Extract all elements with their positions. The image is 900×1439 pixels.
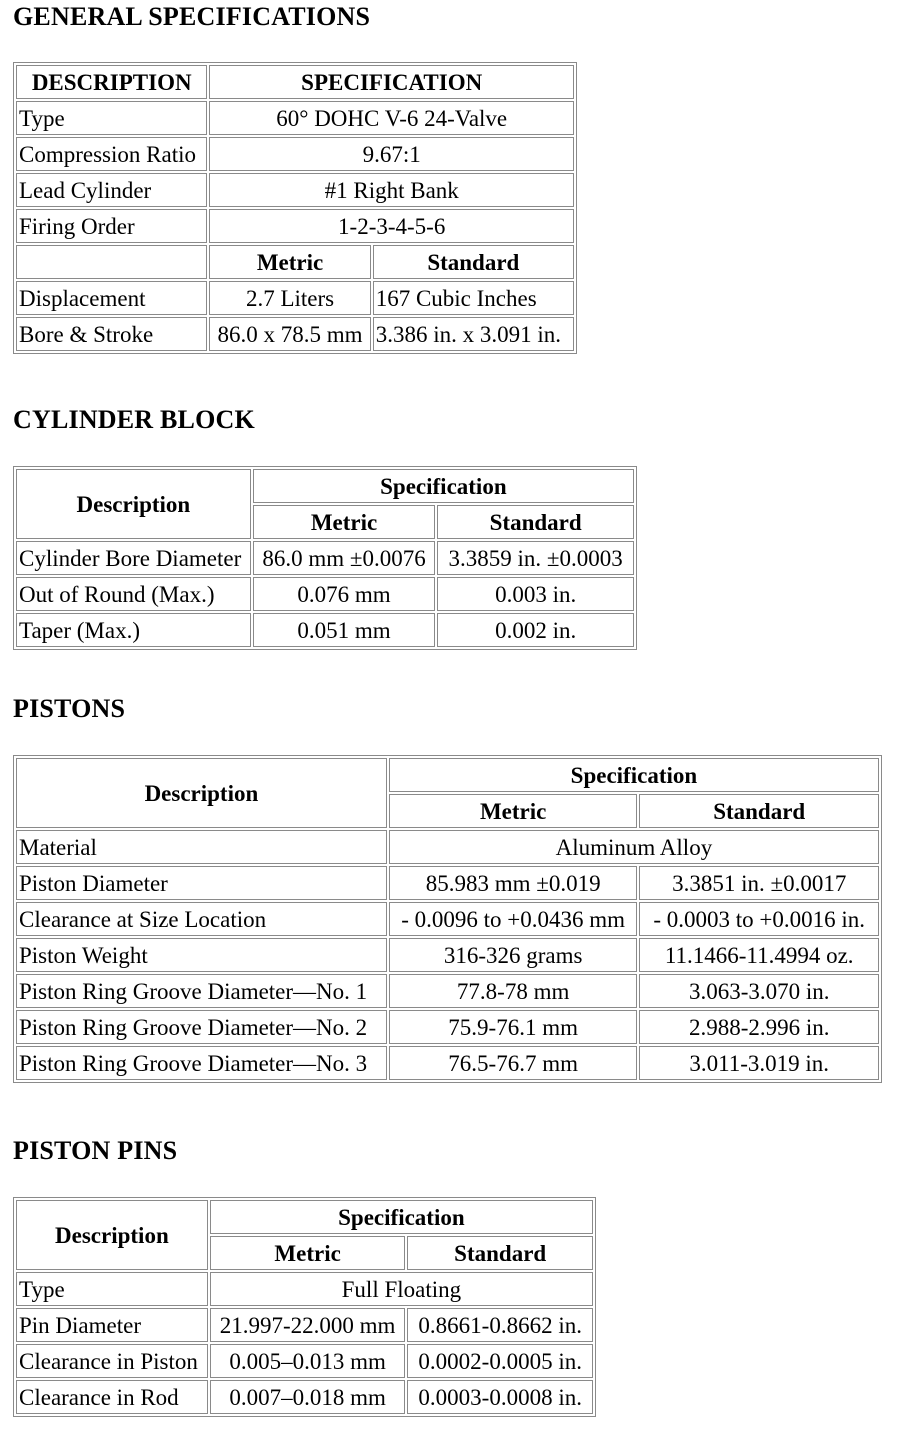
row-label: Cylinder Bore Diameter — [16, 541, 251, 575]
row-metric: 76.5-76.7 mm — [389, 1046, 638, 1080]
pistons-title: PISTONS — [13, 694, 126, 723]
row-standard: 0.002 in. — [437, 613, 634, 647]
table-header-row — [16, 469, 634, 503]
piston-pins-title: PISTON PINS — [13, 1136, 178, 1165]
empty-cell — [16, 245, 207, 279]
table-row — [16, 577, 634, 611]
row-value: #1 Right Bank — [209, 173, 574, 207]
row-standard: 11.1466-11.4994 oz. — [639, 938, 879, 972]
row-metric: 86.0 mm ±0.0076 — [253, 541, 436, 575]
row-label: Piston Weight — [16, 938, 387, 972]
row-standard: 3.3851 in. ±0.0017 — [639, 866, 879, 900]
row-standard: 3.011-3.019 in. — [639, 1046, 879, 1080]
header-metric: Metric — [209, 245, 370, 279]
header-description: Description — [16, 469, 251, 539]
row-label: Clearance at Size Location — [16, 902, 387, 936]
pistons-table — [13, 755, 882, 1083]
row-metric: 77.8-78 mm — [389, 974, 638, 1008]
table-row — [16, 830, 879, 864]
table-row — [16, 938, 879, 972]
table-header-row — [16, 65, 574, 99]
row-label: Compression Ratio — [16, 137, 207, 171]
row-standard: 2.988-2.996 in. — [639, 1010, 879, 1044]
header-standard: Standard — [437, 505, 634, 539]
row-label: Displacement — [16, 281, 207, 315]
general-specifications-table — [13, 62, 577, 354]
header-metric: Metric — [389, 794, 638, 828]
row-metric: - 0.0096 to +0.0436 mm — [389, 902, 638, 936]
row-standard: 167 Cubic Inches — [373, 281, 574, 315]
row-label: Pin Diameter — [16, 1308, 208, 1342]
row-value: 1-2-3-4-5-6 — [209, 209, 574, 243]
row-label: Lead Cylinder — [16, 173, 207, 207]
table-row — [16, 281, 574, 315]
cylinder-block-table — [13, 466, 637, 650]
row-label: Type — [16, 101, 207, 135]
header-description: DESCRIPTION — [16, 65, 207, 99]
table-header-row — [16, 1200, 593, 1234]
row-metric: 0.051 mm — [253, 613, 436, 647]
row-label: Piston Diameter — [16, 866, 387, 900]
row-metric: 75.9-76.1 mm — [389, 1010, 638, 1044]
table-row — [16, 137, 574, 171]
table-row — [16, 317, 574, 351]
table-row — [16, 1380, 593, 1414]
table-row — [16, 1046, 879, 1080]
row-metric: 86.0 x 78.5 mm — [209, 317, 370, 351]
row-standard: 3.3859 in. ±0.0003 — [437, 541, 634, 575]
row-label: Material — [16, 830, 387, 864]
row-label: Firing Order — [16, 209, 207, 243]
row-value: 9.67:1 — [209, 137, 574, 171]
row-metric: 85.983 mm ±0.019 — [389, 866, 638, 900]
piston-pins-table — [13, 1197, 596, 1417]
row-standard: 3.063-3.070 in. — [639, 974, 879, 1008]
header-specification: Specification — [389, 758, 879, 792]
row-metric: 0.005–0.013 mm — [210, 1344, 406, 1378]
header-description: Description — [16, 1200, 208, 1270]
row-metric: 316-326 grams — [389, 938, 638, 972]
table-row — [16, 974, 879, 1008]
table-header-row — [16, 758, 879, 792]
table-row — [16, 541, 634, 575]
row-label: Taper (Max.) — [16, 613, 251, 647]
row-standard: 0.0003-0.0008 in. — [407, 1380, 593, 1414]
table-row — [16, 1344, 593, 1378]
table-row — [16, 1272, 593, 1306]
row-label: Piston Ring Groove Diameter—No. 2 — [16, 1010, 387, 1044]
row-standard: 0.8661-0.8662 in. — [407, 1308, 593, 1342]
row-standard: 0.003 in. — [437, 577, 634, 611]
header-standard: Standard — [639, 794, 879, 828]
table-row — [16, 173, 574, 207]
header-standard: Standard — [407, 1236, 593, 1270]
table-row — [16, 866, 879, 900]
table-subheader-row — [16, 245, 574, 279]
row-metric: 0.007–0.018 mm — [210, 1380, 406, 1414]
row-label: Type — [16, 1272, 208, 1306]
row-value: Full Floating — [210, 1272, 593, 1306]
table-row — [16, 613, 634, 647]
row-metric: 0.076 mm — [253, 577, 436, 611]
header-metric: Metric — [253, 505, 436, 539]
row-label: Clearance in Rod — [16, 1380, 208, 1414]
row-value: Aluminum Alloy — [389, 830, 879, 864]
header-standard: Standard — [373, 245, 574, 279]
row-standard: 3.386 in. x 3.091 in. — [373, 317, 574, 351]
general-specifications-title: GENERAL SPECIFICATIONS — [13, 2, 371, 31]
table-row — [16, 101, 574, 135]
row-metric: 2.7 Liters — [209, 281, 370, 315]
row-label: Out of Round (Max.) — [16, 577, 251, 611]
cylinder-block-title: CYLINDER BLOCK — [13, 405, 255, 434]
row-label: Piston Ring Groove Diameter—No. 3 — [16, 1046, 387, 1080]
header-description: Description — [16, 758, 387, 828]
table-row — [16, 1010, 879, 1044]
header-specification: SPECIFICATION — [209, 65, 574, 99]
row-label: Bore & Stroke — [16, 317, 207, 351]
table-row — [16, 902, 879, 936]
table-row — [16, 1308, 593, 1342]
header-specification: Specification — [210, 1200, 593, 1234]
row-label: Clearance in Piston — [16, 1344, 208, 1378]
row-metric: 21.997-22.000 mm — [210, 1308, 406, 1342]
table-row — [16, 209, 574, 243]
row-standard: 0.0002-0.0005 in. — [407, 1344, 593, 1378]
row-standard: - 0.0003 to +0.0016 in. — [639, 902, 879, 936]
header-metric: Metric — [210, 1236, 406, 1270]
header-specification: Specification — [253, 469, 634, 503]
row-label: Piston Ring Groove Diameter—No. 1 — [16, 974, 387, 1008]
row-value: 60° DOHC V-6 24-Valve — [209, 101, 574, 135]
